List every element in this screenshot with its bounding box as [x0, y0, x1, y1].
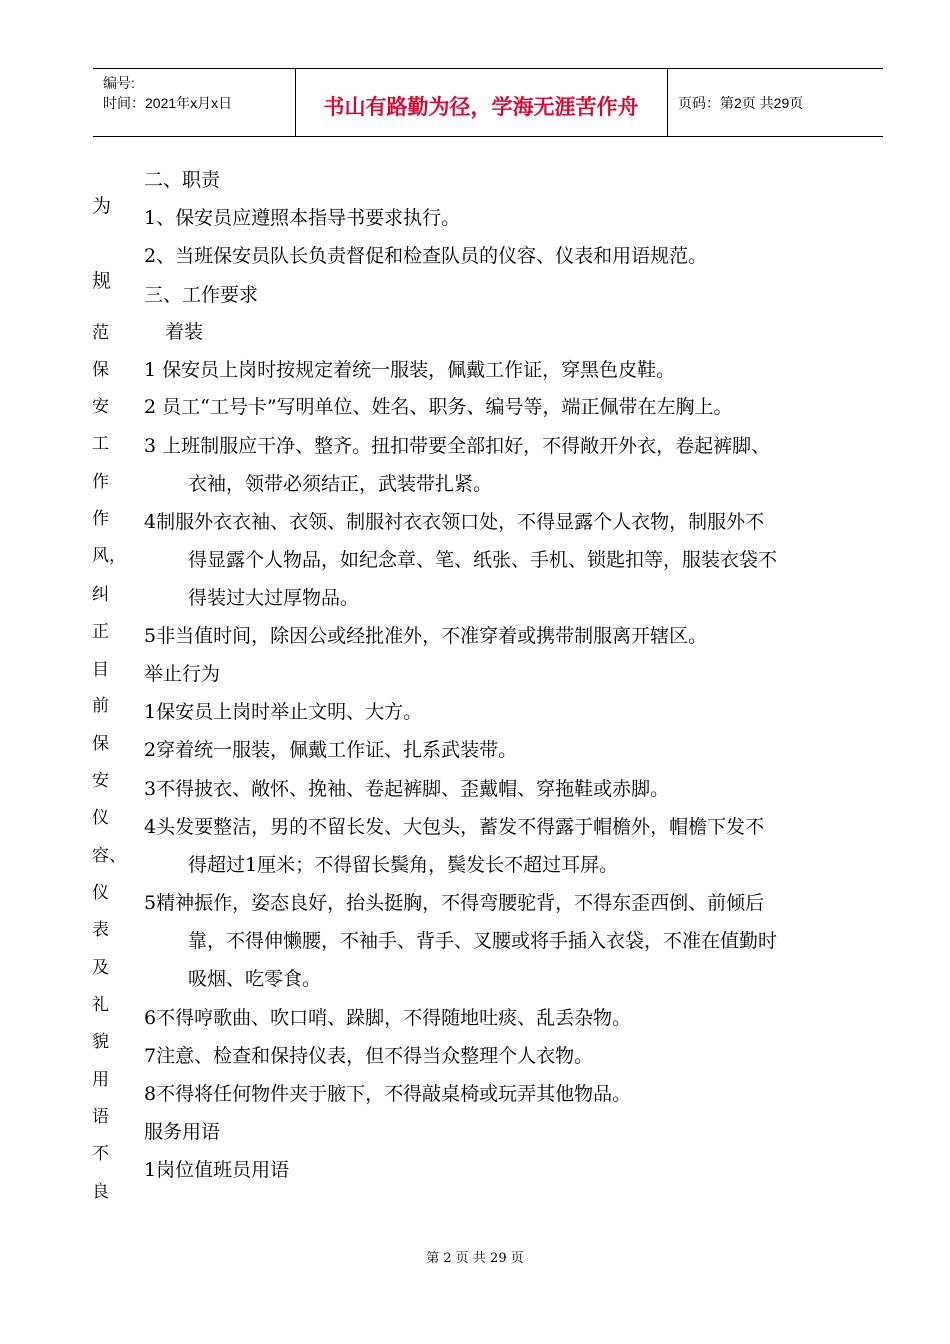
side-title-char: 目 [92, 660, 109, 680]
side-title-char: 容、 [92, 846, 126, 866]
text-line: 举止行为 [144, 663, 221, 685]
text-line: 4头发要整洁，男的不留长发、大包头，蓄发不得露于帽檐外，帽檐下发不 [144, 816, 765, 838]
text-line: 衣袖，领带必须结正，武装带扎紧。 [188, 473, 493, 495]
side-title-char: 安 [92, 397, 109, 417]
side-title-char: 风， [92, 546, 126, 566]
side-title-char: 语 [92, 1107, 109, 1127]
time-label: 时间：2021年x月x日 [103, 95, 233, 111]
side-title-char: 作 [92, 509, 109, 529]
text-line: 靠，不得伸懒腰，不袖手、背手、叉腰或将手插入衣袋，不准在值勤时 [188, 930, 778, 952]
text-line: 5非当值时间，除因公或经批准外，不准穿着或携带制服离开辖区。 [144, 625, 708, 647]
text-line: 吸烟、吃零食。 [188, 968, 322, 990]
side-title-char: 正 [92, 622, 109, 642]
header-page-cell [668, 69, 883, 136]
header-motto-cell [295, 69, 668, 136]
side-title-char: 保 [92, 360, 109, 380]
text-line: 3不得披衣、敞怀、挽袖、卷起裤脚、歪戴帽、穿拖鞋或赤脚。 [144, 778, 670, 800]
text-line: 1 保安员上岗时按规定着统一服装，佩戴工作证，穿黑色皮鞋。 [144, 359, 676, 381]
text-line: 4制服外衣衣袖、衣领、制服衬衣衣领口处，不得显露个人衣物，制服外不 [144, 511, 765, 533]
side-title-char: 规 [92, 270, 112, 292]
text-line: 6不得哼歌曲、吹口哨、跺脚，不得随地吐痰、乱丢杂物。 [144, 1007, 632, 1029]
side-title-char: 纠 [92, 585, 109, 605]
side-title-char: 安 [92, 771, 109, 791]
header-motto: 书山有路勤为径，学海无涯苦作舟 [323, 95, 639, 119]
text-line: 二、职责 [144, 169, 221, 191]
text-line: 1、保安员应遵照本指导书要求执行。 [144, 207, 461, 229]
side-title-char: 及 [92, 958, 109, 978]
side-title-char: 仪 [92, 883, 109, 903]
page-footer: 第 2 页 共 29 页 [426, 1251, 524, 1266]
side-title-char: 作 [92, 472, 109, 492]
side-title-char: 用 [92, 1070, 109, 1090]
side-title-char: 仪 [92, 808, 109, 828]
text-line: 着装 [165, 321, 204, 343]
text-line: 8不得将任何物件夹于腋下，不得敲桌椅或玩弄其他物品。 [144, 1083, 632, 1105]
text-line: 得装过大过厚物品。 [188, 587, 360, 609]
text-line: 服务用语 [144, 1121, 221, 1143]
text-line: 得显露个人物品，如纪念章、笔、纸张、手机、锁匙扣等，服装衣袋不 [188, 549, 778, 571]
side-title-char: 为 [92, 195, 112, 217]
text-line: 1保安员上岗时举止文明、大方。 [144, 701, 423, 723]
text-line: 2穿着统一服装，佩戴工作证、扎系武装带。 [144, 739, 518, 761]
text-line: 3 上班制服应干净、整齐。扭扣带要全部扣好，不得敞开外衣，卷起裤脚、 [144, 435, 771, 457]
side-title-char: 前 [92, 696, 109, 716]
text-line: 三、工作要求 [144, 284, 259, 306]
side-title-char: 工 [92, 434, 109, 454]
text-line: 1岗位值班员用语 [144, 1159, 290, 1181]
side-title-char: 范 [92, 323, 109, 343]
side-title-char: 表 [92, 920, 109, 940]
side-title-char: 保 [92, 734, 109, 754]
side-title-char: 貌 [92, 1032, 109, 1052]
side-title-char: 不 [92, 1144, 109, 1164]
text-line: 7注意、检查和保持仪表，但不得当众整理个人衣物。 [144, 1045, 594, 1067]
text-line: 5精神振作，姿态良好，抬头挺胸，不得弯腰驼背，不得东歪西倒、前倾后 [144, 892, 765, 914]
code-label: 编号: [103, 75, 135, 91]
header-page-info: 页码：第2页 共29页 [678, 95, 804, 111]
page-header [93, 68, 883, 137]
text-line: 2、当班保安员队长负责督促和检查队员的仪容、仪表和用语规范。 [144, 245, 708, 267]
side-title-char: 良 [92, 1182, 109, 1202]
header-meta-cell [93, 69, 296, 136]
text-line: 2 员工“工号卡”写明单位、姓名、职务、编号等，端正佩带在左胸上。 [144, 396, 733, 418]
side-title-char: 礼 [92, 995, 109, 1015]
text-line: 得超过1厘米；不得留长鬓角，鬓发长不超过耳屏。 [188, 854, 619, 876]
